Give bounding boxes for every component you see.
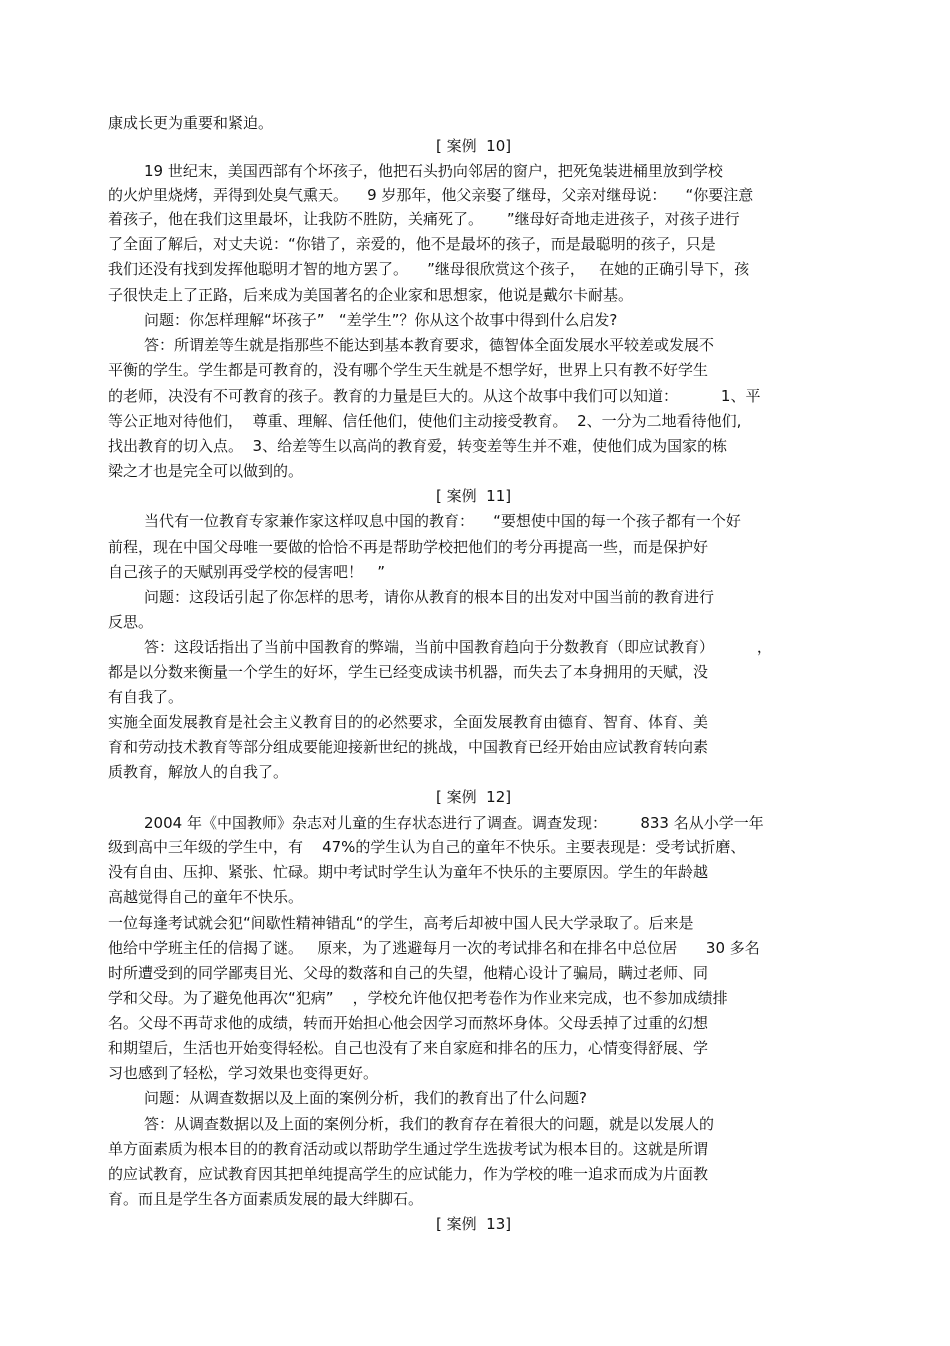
text-line: 反思。 bbox=[108, 613, 154, 631]
text-line: 19 世纪末，美国西部有个坏孩子，他把石头扔向邻居的窗户，把死兔装进桶里放到学校 bbox=[144, 162, 723, 180]
text-line: 的火炉里烧烤，弄得到处臭气熏天。 9 岁那年，他父亲娶了继母，父亲对继母说： “你要注意 bbox=[108, 186, 754, 204]
text-line: 我们还没有找到发挥他聪明才智的地方罢了。 ”继母很欣赏这个孩子， 在她的正确引导下，孩 bbox=[108, 260, 750, 278]
text-line: 育。而且是学生各方面素质发展的最大绊脚石。 bbox=[108, 1190, 424, 1208]
text-line: 平衡的学生。学生都是可教育的，没有哪个学生天生就是不想学好，世界上只有教不好学生 bbox=[108, 361, 709, 379]
text-line: 质教育，解放人的自我了。 bbox=[108, 763, 289, 781]
text-line: 级到高中三年级的学生中，有 47%的学生认为自己的童年不快乐。主要表现是：受考试折磨、 bbox=[108, 838, 746, 856]
text-line: 找出教育的切入点。 3、给差等生以高尚的教育爱，转变差等生并不难，使他们成为国家的栋 bbox=[108, 437, 728, 455]
text-line: 等公正地对待他们， 尊重、理解、信任他们，使他们主动接受教育。 2、一分为二地看待他们, bbox=[108, 412, 742, 430]
answer-line: 答：从调查数据以及上面的案例分析，我们的教育存在着很大的问题，就是以发展人的 bbox=[144, 1115, 715, 1133]
text-line: 育和劳动技术教育等部分组成要能迎接新世纪的挑战，中国教育已经开始由应试教育转向素 bbox=[108, 738, 709, 756]
text-line: 梁之才也是完全可以做到的。 bbox=[108, 462, 304, 480]
text-line: 了全面了解后，对丈夫说：“你错了，亲爱的，他不是最坏的孩子，而是最聪明的孩子，只是 bbox=[108, 235, 716, 253]
text-line: 自己孩子的天赋别再受学校的侵害吧！ ” bbox=[108, 563, 386, 581]
case-heading: [ 案例 11] bbox=[436, 487, 512, 505]
text-line: 的应试教育，应试教育因其把单纯提高学生的应试能力，作为学校的唯一追求而成为片面教 bbox=[108, 1165, 709, 1183]
question-line: 问题：从调查数据以及上面的案例分析，我们的教育出了什么问题? bbox=[144, 1089, 587, 1107]
text-line: 的老师，决没有不可教育的孩子。教育的力量是巨大的。从这个故事中我们可以知道： 1、平 bbox=[108, 387, 761, 405]
text-line: 康成长更为重要和紧迫。 bbox=[108, 114, 274, 132]
answer-line: 答：这段话指出了当前中国教育的弊端，当前中国教育趋向于分数教育（即应试教育） ， bbox=[144, 638, 772, 656]
text-line: 当代有一位教育专家兼作家这样叹息中国的教育： “要想使中国的每一个孩子都有一个好 bbox=[144, 512, 741, 530]
text-line: 单方面素质为根本目的的教育活动或以帮助学生通过学生选拔考试为根本目的。这就是所谓 bbox=[108, 1140, 709, 1158]
text-line: 2004 年《中国教师》杂志对儿童的生存状态进行了调查。调查发现： 833 名从小学一年 bbox=[144, 814, 764, 832]
text-line: 前程，现在中国父母唯一要做的恰恰不再是帮助学校把他们的考分再提高一些，而是保护好 bbox=[108, 538, 709, 556]
text-line: 学和父母。为了避免他再次“犯病” ，学校允许他仅把考卷作为作业来完成，也不参加成绩排 bbox=[108, 989, 728, 1007]
question-line: 问题：这段话引起了你怎样的思考，请你从教育的根本目的出发对中国当前的教育进行 bbox=[144, 588, 715, 606]
text-line: 子很快走上了正路，后来成为美国著名的企业家和思想家，他说是戴尔卡耐基。 bbox=[108, 286, 634, 304]
case-heading: [ 案例 10] bbox=[436, 137, 512, 155]
text-line: 着孩子，他在我们这里最坏，让我防不胜防，关痛死了。 ”继母好奇地走进孩子，对孩子进行 bbox=[108, 210, 740, 228]
answer-line: 答：所谓差等生就是指那些不能达到基本教育要求，德智体全面发展水平较差或发展不 bbox=[144, 336, 715, 354]
text-line: 没有自由、压抑、紧张、忙碌。期中考试时学生认为童年不快乐的主要原因。学生的年龄越 bbox=[108, 863, 709, 881]
text-line: 名。父母不再苛求他的成绩，转而开始担心他会因学习而熬坏身体。父母丢掉了过重的幻想 bbox=[108, 1014, 709, 1032]
text-line: 高越觉得自己的童年不快乐。 bbox=[108, 888, 304, 906]
question-line: 问题：你怎样理解“坏孩子” “差学生”？你从这个故事中得到什么启发? bbox=[144, 311, 618, 329]
text-line: 一位每逢考试就会犯“间歇性精神错乱“的学生，高考后却被中国人民大学录取了。后来是 bbox=[108, 914, 694, 932]
case-heading: [ 案例 12] bbox=[436, 788, 512, 806]
text-line: 习也感到了轻松，学习效果也变得更好。 bbox=[108, 1064, 379, 1082]
case-heading: [ 案例 13] bbox=[436, 1215, 512, 1233]
text-line: 他给中学班主任的信揭了谜。 原来，为了逃避每月一次的考试排名和在排名中总位居 30 多名 bbox=[108, 939, 760, 957]
text-line: 都是以分数来衡量一个学生的好坏，学生已经变成读书机器，而失去了本身拥用的天赋，没 bbox=[108, 663, 709, 681]
text-line: 实施全面发展教育是社会主义教育目的的必然要求，全面发展教育由德育、智育、体育、美 bbox=[108, 713, 709, 731]
text-line: 有自我了。 bbox=[108, 688, 184, 706]
text-line: 和期望后，生活也开始变得轻松。自己也没有了来自家庭和排名的压力，心情变得舒展、学 bbox=[108, 1039, 709, 1057]
text-line: 时所遭受到的同学鄙夷目光、父母的数落和自己的失望，他精心设计了骗局，瞒过老师、同 bbox=[108, 964, 709, 982]
